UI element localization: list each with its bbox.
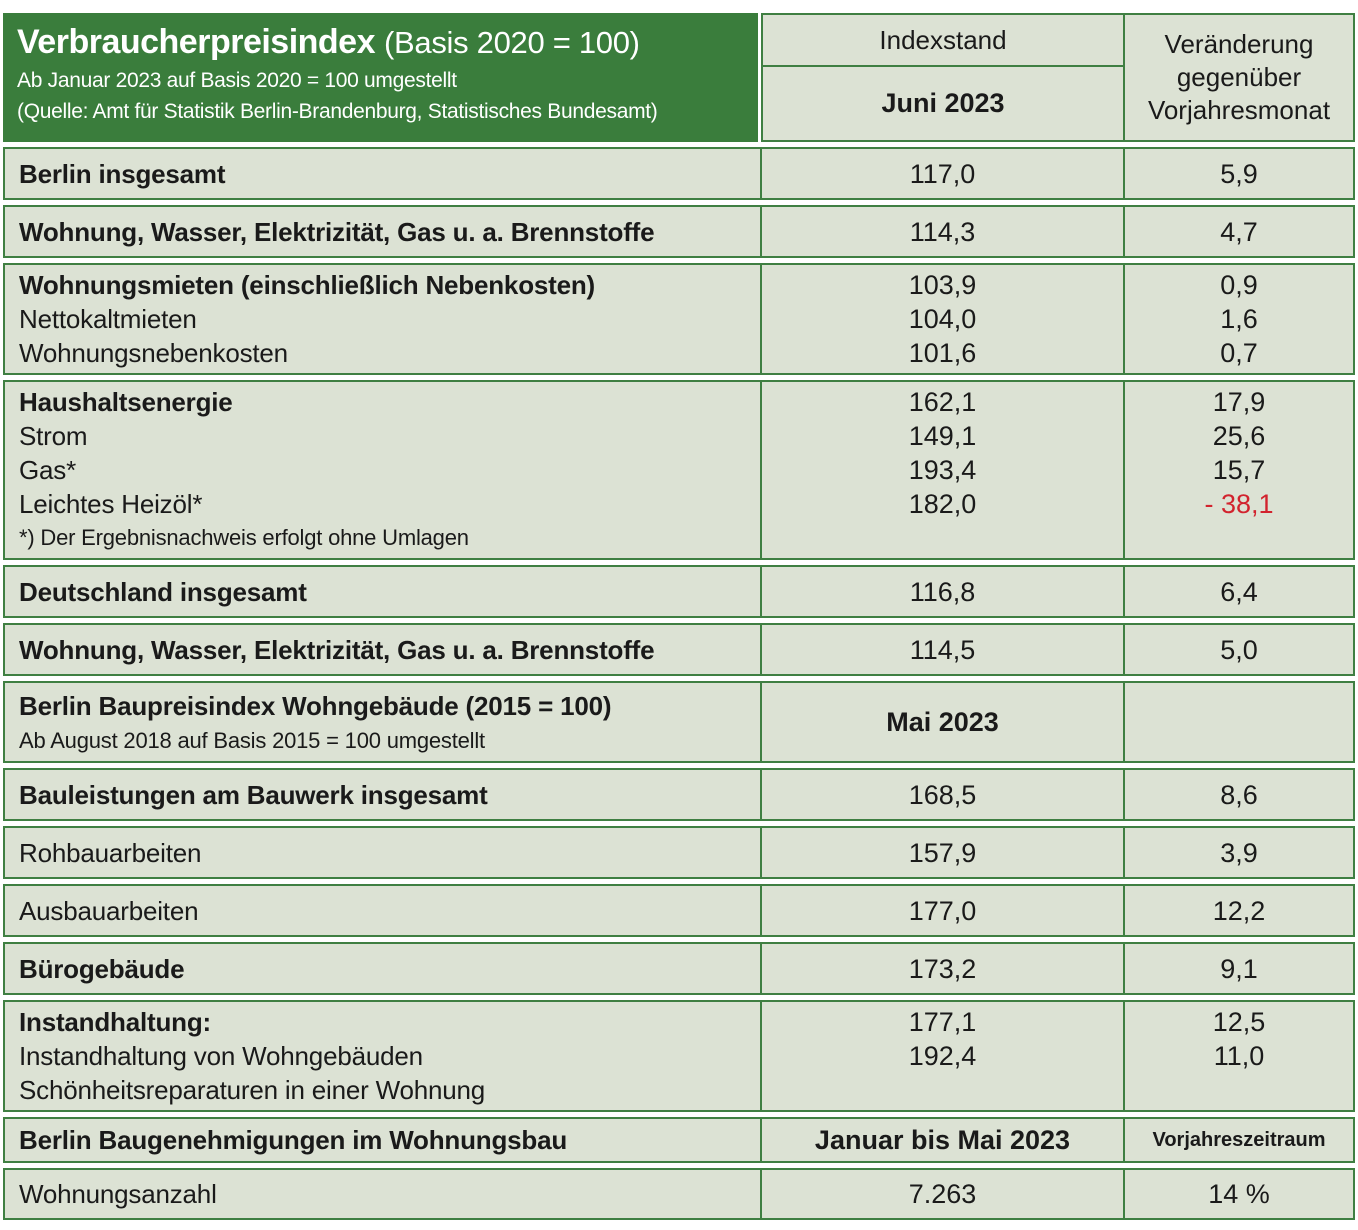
row-label: Bürogebäude [19,953,185,984]
index-value: 192,4 [908,1041,977,1071]
row-wohnung-wasser-berlin [3,205,1355,258]
row-berlin-insgesamt [3,147,1355,200]
change-value-cell [1125,886,1353,935]
index-value-cell [762,828,1125,877]
change-column-header: Veränderung gegenüber Vorjahresmonat [1147,29,1331,125]
subtitle-quelle: (Quelle: Amt für Statistik Berlin-Brandenburg, Statistisches Bundesamt) [17,100,658,123]
index-value: 162,1 [908,387,977,417]
row-baupreisindex-header [3,681,1355,763]
row-label: Berlin Baupreisindex Wohngebäude (2015 = 100) [19,691,612,721]
index-value: 182,0 [908,489,977,519]
index-value: 173,2 [908,953,977,984]
row-ausbauarbeiten [3,884,1355,937]
row-label: Leichtes Heizöl* [19,489,203,519]
row-label: Wohnung, Wasser, Elektrizität, Gas u. a. Brennstoffe [19,216,655,247]
row-buerogebaeude [3,942,1355,995]
row-label: Wohnungsnebenkosten [19,338,288,368]
index-value: 117,0 [909,158,976,189]
index-value-cell [762,382,1125,558]
index-value: 149,1 [908,421,977,451]
change-value: 12,2 [1212,895,1266,926]
change-value-cell [1125,1170,1353,1218]
row-bauleistungen [3,768,1355,821]
label-cell [5,886,762,935]
change-value: 9,1 [1220,953,1258,984]
index-value-cell [762,770,1125,819]
row-wohnungsmieten [3,263,1355,375]
change-value-cell [1125,382,1353,558]
label-cell [5,683,762,761]
change-value: 8,6 [1220,779,1258,810]
index-value-cell [762,944,1125,993]
change-value: 17,9 [1212,387,1266,417]
index-value: 116,8 [909,576,976,607]
index-value: 7.263 [908,1179,977,1209]
price-index-table [3,13,1355,1220]
label-cell [5,207,762,256]
index-value-cell [762,683,1125,761]
label-cell [5,567,762,616]
index-value: 101,6 [908,338,977,368]
title-box [3,13,758,142]
index-value-cell [762,625,1125,674]
change-period-value: Vorjahreszeitraum [1152,1129,1326,1151]
label-cell [5,770,762,819]
indexstand-label: Indexstand [763,15,1123,67]
row-label: Nettokaltmieten [19,304,197,334]
row-label: Instandhaltung: [19,1007,211,1037]
label-cell [5,149,762,198]
row-label: Deutschland insgesamt [19,576,307,607]
row-instandhaltung [3,1000,1355,1112]
label-cell [5,828,762,877]
index-value-cell [762,1119,1125,1161]
label-cell [5,265,762,373]
row-rohbauarbeiten [3,826,1355,879]
change-value-cell [1125,828,1353,877]
change-value: 4,7 [1220,216,1258,247]
index-value: 104,0 [908,304,977,334]
row-haushaltsenergie [3,380,1355,560]
label-cell [5,1002,762,1110]
row-label: Instandhaltung von Wohngebäuden [19,1041,423,1071]
row-label: Strom [19,421,88,451]
row-baugenehmigungen-header [3,1117,1355,1163]
change-value: 12,5 [1212,1007,1266,1037]
period-value: Januar bis Mai 2023 [814,1125,1071,1155]
period-value: Mai 2023 [886,707,999,737]
row-label: Wohnungsmieten (einschließlich Nebenkosten) [19,270,595,300]
row-wohnung-wasser-deutschland [3,623,1355,676]
row-label: Wohnung, Wasser, Elektrizität, Gas u. a. Brennstoffe [19,634,655,665]
label-cell [5,382,762,558]
index-value-cell [762,886,1125,935]
row-label: Berlin Baugenehmigungen im Wohnungsbau [19,1125,568,1155]
index-value-cell [762,149,1125,198]
change-value-cell [1125,149,1353,198]
index-value-cell [762,207,1125,256]
index-value: 103,9 [908,270,977,300]
index-value: 114,3 [909,216,976,247]
change-value: - 38,1 [1204,489,1274,519]
change-value: 0,7 [1220,338,1258,368]
table-header [3,13,1355,142]
index-value: 114,5 [909,634,976,665]
row-label: Ausbauarbeiten [19,895,199,926]
page-title [17,20,748,65]
change-value-cell [1125,770,1353,819]
index-value-cell [762,567,1125,616]
row-label: Gas* [19,455,77,485]
change-value-cell [1125,567,1353,616]
row-label: Berlin insgesamt [19,158,226,189]
row-label: Ab August 2018 auf Basis 2015 = 100 umgestellt [19,728,485,753]
row-label: Rohbauarbeiten [19,837,202,868]
row-label: *) Der Ergebnisnachweis erfolgt ohne Umlagen [19,525,469,550]
change-value-cell [1125,944,1353,993]
index-value: 177,1 [908,1007,977,1037]
row-label: Wohnungsanzahl [19,1179,217,1209]
change-value-cell [1125,265,1353,373]
change-value: 5,0 [1220,634,1258,665]
title-basis: (Basis 2020 = 100) [384,25,640,60]
index-value-cell [762,265,1125,373]
change-value: 15,7 [1212,455,1266,485]
change-value-cell [1125,683,1353,761]
label-cell [5,1119,762,1161]
change-value-cell [1125,1119,1353,1161]
index-value-cell [762,1002,1125,1110]
change-value: 3,9 [1220,837,1258,868]
index-value: 177,0 [908,895,977,926]
indexstand-column-header [763,15,1125,140]
row-label: Schönheitsreparaturen in einer Wohnung [19,1075,486,1105]
index-value-cell [762,1170,1125,1218]
period-label: Juni 2023 [881,88,1005,118]
change-value: 1,6 [1220,304,1258,334]
change-value: 5,9 [1220,158,1258,189]
label-cell [5,1170,762,1218]
row-wohnungsanzahl [3,1168,1355,1220]
subtitle-umstellung: Ab Januar 2023 auf Basis 2020 = 100 umgestellt [17,69,457,92]
change-value: 6,4 [1220,576,1258,607]
change-value: 25,6 [1212,421,1266,451]
index-value: 157,9 [908,837,977,868]
header-columns [761,13,1355,142]
title-main: Verbraucherpreisindex [17,23,376,61]
change-value-cell [1125,625,1353,674]
change-value-cell [1125,207,1353,256]
row-label: Bauleistungen am Bauwerk insgesamt [19,779,488,810]
label-cell [5,625,762,674]
index-value: 193,4 [908,455,977,485]
row-deutschland-insgesamt [3,565,1355,618]
row-label: Haushaltsenergie [19,387,233,417]
index-value: 168,5 [908,779,977,810]
change-value-cell [1125,1002,1353,1110]
change-value: 11,0 [1213,1041,1265,1071]
change-value: 14 % [1208,1179,1270,1209]
label-cell [5,944,762,993]
change-value: 0,9 [1220,270,1258,300]
